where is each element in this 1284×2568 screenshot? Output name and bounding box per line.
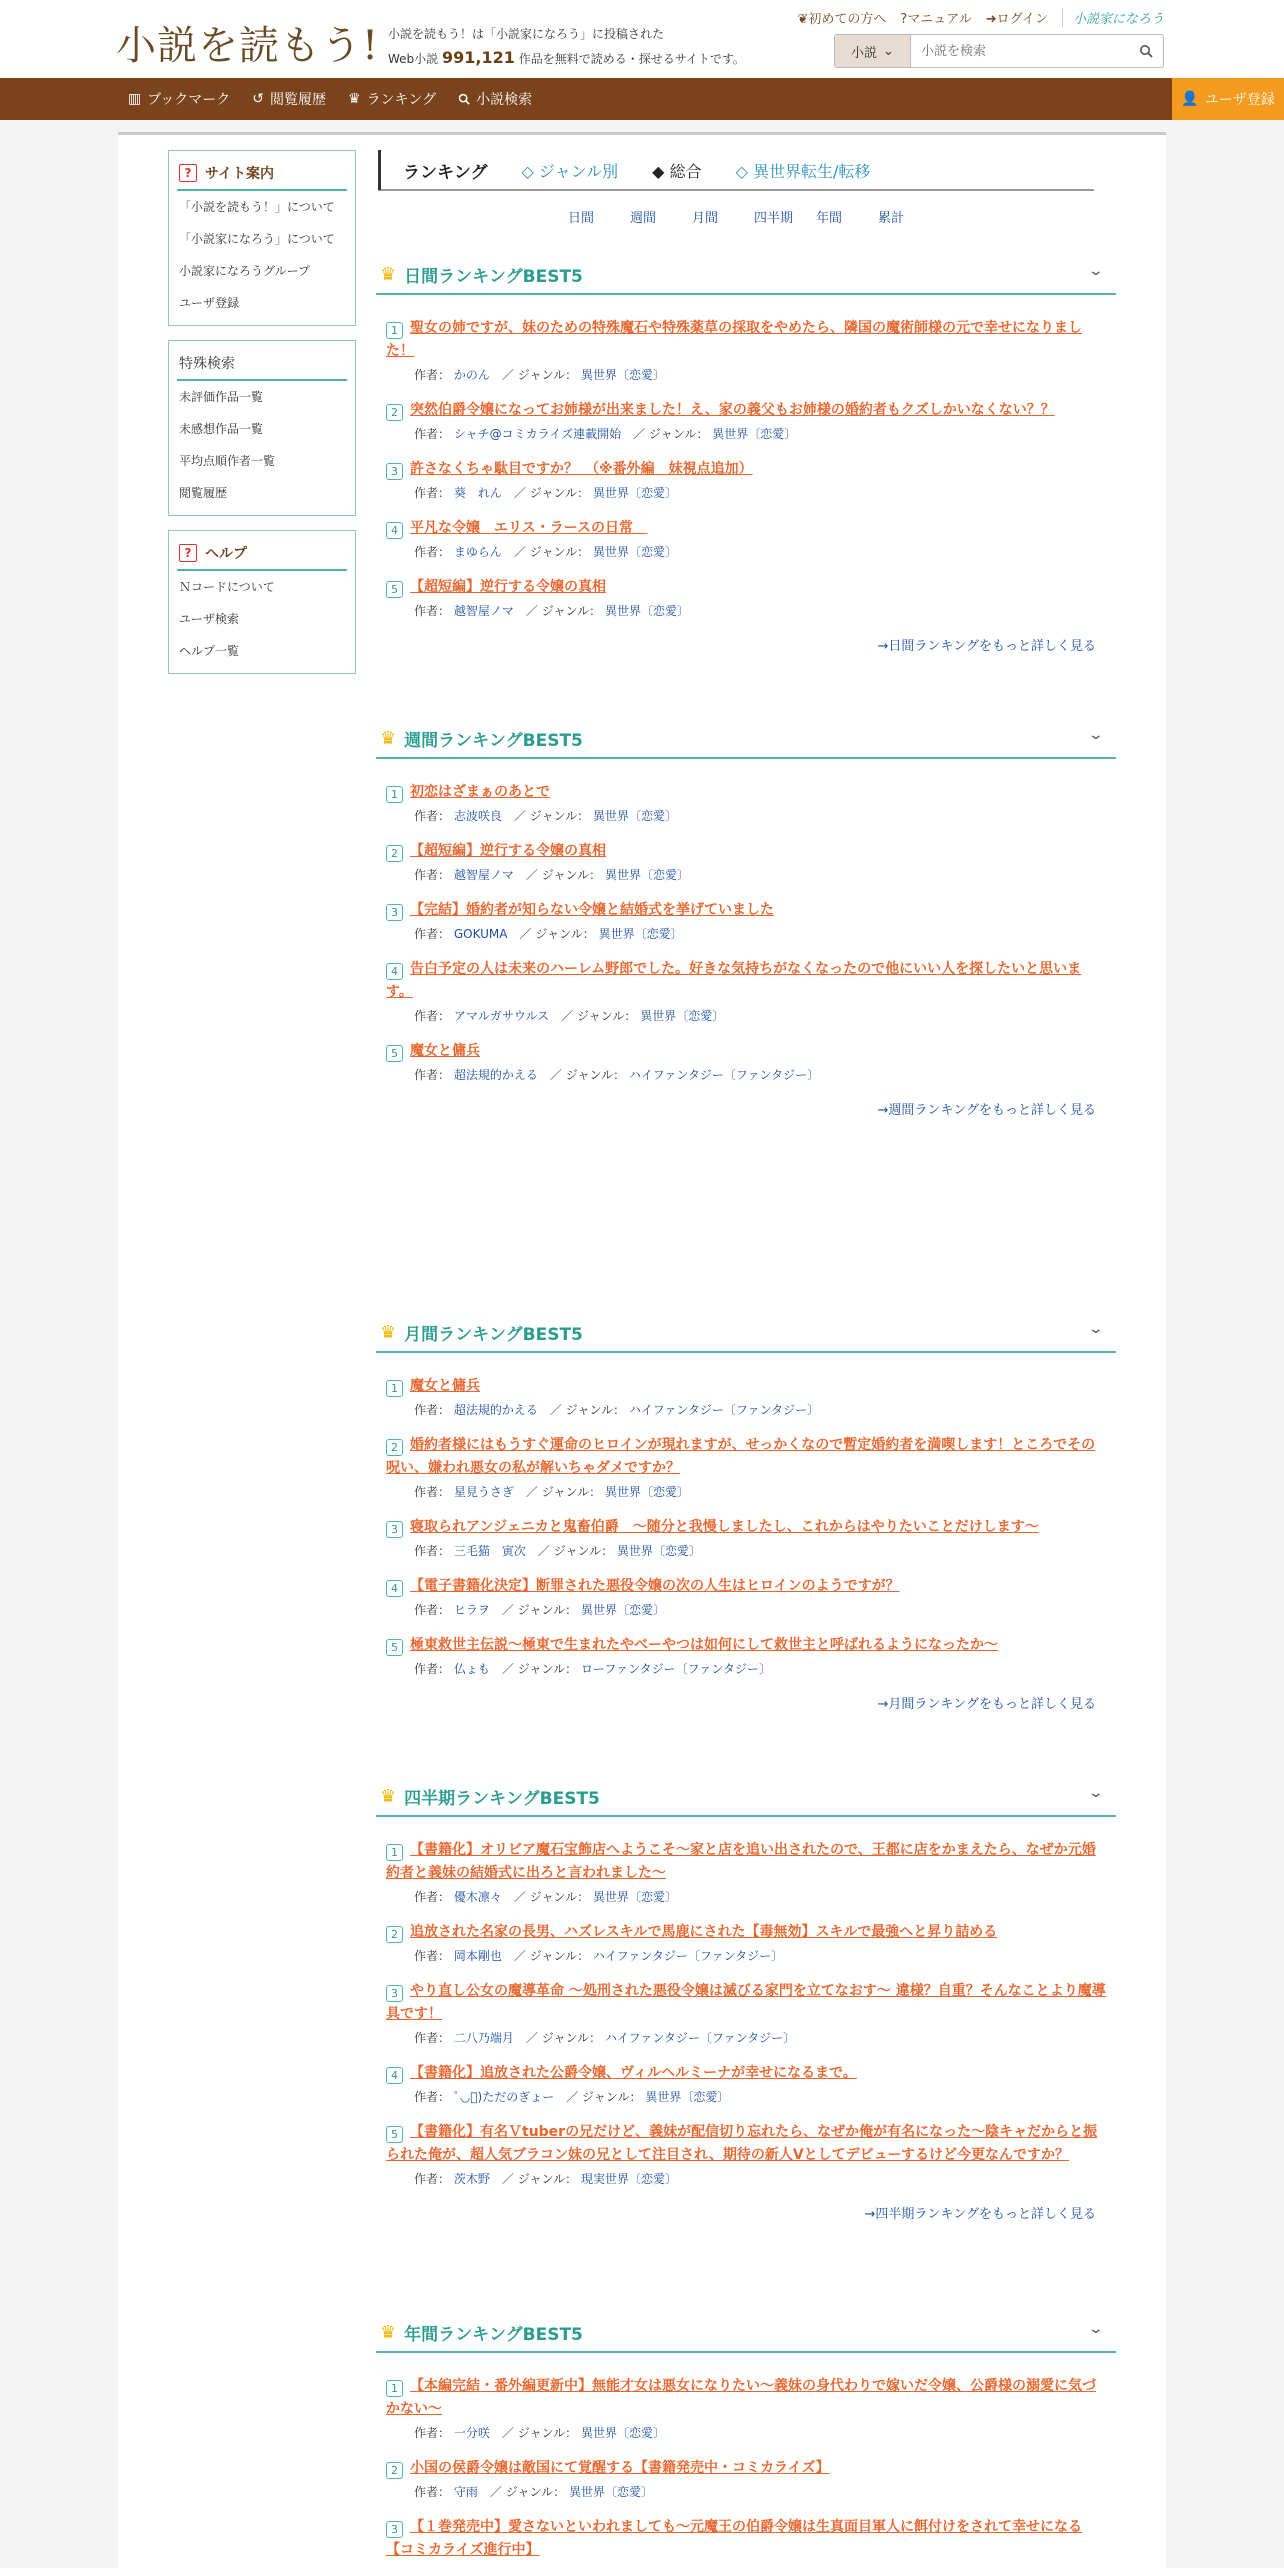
genre-link[interactable]: 異世界〔恋愛〕	[592, 545, 677, 559]
entry-meta: 作者： 志波咲良 ／ ジャンル： 異世界〔恋愛〕	[414, 809, 677, 823]
search-icon	[1139, 44, 1153, 58]
question-icon: ?	[179, 544, 197, 562]
period-quarterly[interactable]: 四半期	[754, 211, 794, 226]
entry-meta: 作者： ﾟ◡ﾟ)ただのぎょー ／ ジャンル： 異世界〔恋愛〕	[414, 2090, 730, 2104]
nav-history[interactable]: ↺ 閲覧履歴	[252, 91, 326, 108]
novel-title-link[interactable]: 【本編完結・番外編更新中】無能才女は悪女になりたい～義妹の身代わりで嫁いだ令嬢、公爵様の溺愛に気づかない～	[386, 2378, 1096, 2417]
ranking-entry	[386, 1921, 1106, 1964]
work-count: 991,121	[442, 48, 515, 67]
rank-badge: 4	[386, 522, 403, 539]
ranking-section	[376, 1313, 1116, 1712]
genre-link[interactable]: 異世界〔恋愛〕	[592, 486, 677, 500]
section-header[interactable]	[376, 255, 1116, 295]
user-icon: 👤	[1181, 91, 1199, 107]
period-links	[568, 207, 940, 226]
rank-badge: 2	[386, 845, 403, 862]
genre-link[interactable]: 異世界〔恋愛〕	[604, 1485, 689, 1499]
ranking-entry	[386, 1634, 1106, 1677]
sidebar-site-guide: ? サイト案内 「小説を読もう！」について 「小説家になろう」について 小説家になろうグループ ユーザ登録	[168, 150, 356, 326]
ranking-list	[376, 295, 1116, 619]
tagline-suffix: 作品を無料で読める・探せるサイトです。	[518, 52, 745, 66]
sidebar-item[interactable]: ユーザ登録	[179, 296, 240, 310]
sidebar-item[interactable]: 未評価作品一覧	[179, 390, 264, 404]
nav-search[interactable]: 小説検索	[458, 89, 532, 109]
author-link[interactable]: 二八乃端月	[453, 2031, 514, 2045]
crown-icon: ♛	[380, 2321, 397, 2343]
ranking-entry	[386, 1980, 1106, 2046]
ranking-entry	[386, 2375, 1106, 2441]
rank-badge: 4	[386, 963, 403, 980]
login-icon: ➜	[985, 12, 997, 27]
ranking-entry	[386, 576, 1106, 619]
tagline-line1: 小説を読もう！は「小説家になろう」に投稿された	[388, 27, 665, 41]
sidebar-item[interactable]: 平均点順作者一覧	[179, 454, 276, 468]
author-link[interactable]: 守雨	[453, 2485, 478, 2499]
entry-meta: 作者： 守雨 ／ ジャンル： 異世界〔恋愛〕	[414, 2485, 653, 2499]
rank-badge: 3	[386, 2521, 403, 2538]
genre-link[interactable]: 異世界〔恋愛〕	[712, 427, 797, 441]
entry-meta: 作者： 超法規的かえる ／ ジャンル： ハイファンタジー〔ファンタジー〕	[414, 1068, 820, 1082]
see-more-link[interactable]: →日間ランキングをもっと詳しく見る	[877, 639, 1096, 654]
genre-link[interactable]: 異世界〔恋愛〕	[604, 604, 689, 618]
rank-badge: 2	[386, 1926, 403, 1943]
author-link[interactable]: 超法規的かえる	[453, 1403, 538, 1417]
entry-meta: 作者： 仏ょも ／ ジャンル： ローファンタジー〔ファンタジー〕	[414, 1662, 771, 1676]
sidebar-item[interactable]: 小説家になろうグループ	[179, 264, 311, 278]
genre-link[interactable]: ハイファンタジー〔ファンタジー〕	[592, 1949, 784, 1963]
chevron-down-icon[interactable]: ⌄	[1087, 263, 1105, 279]
entry-meta: 作者： 葵 れん ／ ジャンル： 異世界〔恋愛〕	[414, 486, 677, 500]
ranking-section	[376, 1777, 1116, 2222]
sidebar-item[interactable]: 閲覧履歴	[179, 486, 228, 500]
genre-link[interactable]: 異世界〔恋愛〕	[592, 809, 677, 823]
section-title: 月間ランキングBEST5	[404, 1324, 583, 1345]
ranking-entry	[386, 2121, 1106, 2187]
ranking-list	[376, 759, 1116, 1083]
sidebar-special-search: 特殊検索 未評価作品一覧 未感想作品一覧 平均点順作者一覧 閲覧履歴	[168, 340, 356, 516]
crown-icon: ♛	[380, 727, 397, 749]
nav-bookmark[interactable]: ▥ ブックマーク	[128, 91, 231, 108]
genre-link[interactable]: ハイファンタジー〔ファンタジー〕	[628, 1403, 820, 1417]
rank-badge: 4	[386, 1580, 403, 1597]
user-register-button[interactable]: 👤 ユーザ登録	[1172, 78, 1284, 120]
genre-link[interactable]: ローファンタジー〔ファンタジー〕	[580, 1662, 771, 1676]
novel-title-link[interactable]: 魔女と傭兵	[410, 1043, 480, 1059]
genre-link[interactable]: 現実世界〔恋愛〕	[580, 2172, 677, 2186]
novel-title-link[interactable]: やり直し公女の魔導革命 〜処刑された悪役令嬢は滅びる家門を立てなおす〜 違様？自重？そんなことより魔導具です！	[386, 1983, 1106, 2022]
tab-overall[interactable]: ◆ 総合	[652, 161, 702, 181]
ranking-entry	[386, 781, 1106, 824]
novel-title-link[interactable]: 初恋はざまぁのあとで	[410, 784, 550, 800]
novel-title-link[interactable]: 【完結】婚約者が知らない令嬢と結婚式を挙げていました	[410, 902, 774, 918]
chevron-down-icon[interactable]: ⌄	[1087, 727, 1105, 743]
first-time-link[interactable]: ❦初めての方へ	[797, 12, 887, 27]
genre-link[interactable]: 異世界〔恋愛〕	[580, 2426, 665, 2440]
ranking-entry	[386, 399, 1106, 442]
site-guide-list	[177, 191, 347, 319]
ranking-entry	[386, 1434, 1106, 1500]
author-link[interactable]: 星見うさぎ	[453, 1485, 514, 1499]
period-daily[interactable]: 日間	[568, 211, 595, 226]
tagline-prefix: Web小説	[388, 52, 439, 66]
author-link[interactable]: 一分咲	[453, 2426, 490, 2440]
novel-title-link[interactable]: 【超短編】逆行する令嬢の真相	[410, 579, 606, 595]
novel-title-link[interactable]: 【書籍化】追放された公爵令嬢、ヴィルヘルミーナが幸せになるまで。	[410, 2065, 857, 2081]
crown-icon: ♛	[380, 263, 397, 285]
rank-badge: 1	[386, 786, 403, 803]
period-weekly[interactable]: 週間	[630, 211, 657, 226]
entry-meta: 作者： 岡本剛也 ／ ジャンル： ハイファンタジー〔ファンタジー〕	[414, 1949, 784, 1963]
login-link[interactable]: ➜ログイン	[985, 12, 1048, 27]
site-tagline	[388, 22, 745, 71]
crown-icon: ♛	[348, 91, 361, 107]
novel-title-link[interactable]: 告白予定の人は未来のハーレム野郎でした。好きな気持ちがなくなったので他にいい人を探したいと思います。	[386, 961, 1082, 1000]
rank-badge: 4	[386, 2067, 403, 2084]
tab-genre[interactable]: ◇ ジャンル別	[521, 161, 619, 181]
ranking-entry	[386, 317, 1106, 383]
entry-meta: 作者： 超法規的かえる ／ ジャンル： ハイファンタジー〔ファンタジー〕	[414, 1403, 820, 1417]
rank-badge: 3	[386, 463, 403, 480]
entry-meta: 作者： 越智屋ノマ ／ ジャンル： 異世界〔恋愛〕	[414, 868, 689, 882]
ranking-entry	[386, 1575, 1106, 1618]
rank-badge: 2	[386, 404, 403, 421]
crown-icon: ♛	[380, 1321, 397, 1343]
entry-meta: 作者： 二八乃端月 ／ ジャンル： ハイファンタジー〔ファンタジー〕	[414, 2031, 796, 2045]
ranking-list	[376, 1353, 1116, 1677]
novel-title-link[interactable]: 【電子書籍化決定】断罪された悪役令嬢の次の人生はヒロインのようですが？	[410, 1578, 900, 1594]
section-header[interactable]	[376, 2313, 1116, 2353]
entry-meta: 作者： かのん ／ ジャンル： 異世界〔恋愛〕	[414, 368, 665, 382]
sidebar-item[interactable]: 未感想作品一覧	[179, 422, 264, 436]
genre-link[interactable]: 異世界〔恋愛〕	[568, 2485, 653, 2499]
entry-meta: 作者： GOKUMA ／ ジャンル： 異世界〔恋愛〕	[414, 927, 683, 941]
period-yearly[interactable]: 年間	[816, 211, 843, 226]
chevron-down-icon[interactable]: ⌄	[1087, 1321, 1105, 1337]
search-input[interactable]	[911, 35, 1129, 67]
rank-badge: 2	[386, 1439, 403, 1456]
novel-title-link[interactable]: 追放された名家の長男、ハズレスキルで馬鹿にされた【毒無効】スキルで最強へと昇り詰める	[410, 1924, 998, 1940]
genre-link[interactable]: 異世界〔恋愛〕	[580, 368, 665, 382]
sidebar-item[interactable]: 「小説家になろう」について	[179, 232, 335, 246]
leaf-icon: ❦	[797, 12, 809, 27]
main-container	[118, 132, 1166, 2568]
author-link[interactable]: 仏ょも	[453, 1662, 490, 1676]
novel-title-link[interactable]: 【１巻発売中】愛さないといわれましても～元魔王の伯爵令嬢は生真面目軍人に餌付けをされて幸せになる【コミカライズ進行中】	[386, 2519, 1082, 2558]
sidebar-item[interactable]: 「小説を読もう！」について	[179, 200, 335, 214]
author-link[interactable]: アマルガサウルス	[453, 1009, 550, 1023]
ranking-entry	[386, 1040, 1106, 1083]
question-icon: ?	[179, 164, 197, 182]
author-link[interactable]: 茨木野	[453, 2172, 490, 2186]
ranking-entry	[386, 517, 1106, 560]
ranking-heading: ランキング	[403, 162, 488, 183]
search-bar	[834, 34, 1164, 68]
rank-badge: 1	[386, 2380, 403, 2397]
novel-title-link[interactable]: 聖女の姉ですが、妹のための特殊魔石や特殊薬草の採取をやめたら、隣国の魔術師様の元で幸せになりました！	[386, 320, 1082, 359]
novel-title-link[interactable]: 平凡な令嬢 エリス・ラースの日常	[410, 520, 648, 536]
genre-link[interactable]: 異世界〔恋愛〕	[640, 1009, 725, 1023]
site-logo[interactable]: 小説を読もう!	[116, 23, 380, 69]
sidebar-item[interactable]: Ｎコードについて	[179, 580, 275, 594]
rank-badge: 3	[386, 1521, 403, 1538]
see-more-link[interactable]: →週間ランキングをもっと詳しく見る	[877, 1103, 1096, 1118]
genre-link[interactable]: 異世界〔恋愛〕	[645, 2090, 730, 2104]
section-title: 週間ランキングBEST5	[404, 730, 583, 751]
rank-badge: 3	[386, 1985, 403, 2002]
ranking-list	[376, 1817, 1116, 2187]
section-title: 日間ランキングBEST5	[404, 266, 583, 287]
chevron-down-icon: ⌄	[883, 43, 894, 59]
entry-meta: 作者： まゆらん ／ ジャンル： 異世界〔恋愛〕	[414, 545, 677, 559]
entry-meta: 作者： 三毛猫 寅次 ／ ジャンル： 異世界〔恋愛〕	[414, 1544, 701, 1558]
author-link[interactable]: GOKUMA	[453, 927, 508, 941]
tab-isekai[interactable]: ◇ 異世界転生/転移	[735, 161, 871, 181]
genre-link[interactable]: 異世界〔恋愛〕	[580, 1603, 665, 1617]
author-link[interactable]: ヒラヲ	[453, 1603, 490, 1617]
novel-title-link[interactable]: 極東救世主伝説～極東で生まれたやべーやつは如何にして救世主と呼ばれるようになったか～	[410, 1637, 998, 1653]
genre-link[interactable]: ハイファンタジー〔ファンタジー〕	[628, 1068, 820, 1082]
author-link[interactable]: ﾟ◡ﾟ)ただのぎょー	[453, 2090, 555, 2104]
ranking-section	[376, 255, 1116, 654]
rank-badge: 3	[386, 904, 403, 921]
author-link[interactable]: かのん	[453, 368, 490, 382]
author-link[interactable]: 志波咲良	[453, 809, 502, 823]
genre-link[interactable]: 異世界〔恋愛〕	[592, 1890, 677, 1904]
novel-title-link[interactable]: 【超短編】逆行する令嬢の真相	[410, 843, 606, 859]
see-more-link[interactable]: →月間ランキングをもっと詳しく見る	[877, 1697, 1096, 1712]
novel-title-link[interactable]: 婚約者様にはもうすぐ運命のヒロインが現れますが、せっかくなので暫定婚約者を満喫します！ところでその呪い、嫌われ悪女の私が解いちゃダメですか？	[386, 1437, 1096, 1476]
nav-ranking[interactable]: ♛ ランキング	[348, 91, 437, 108]
ranking-entry	[386, 840, 1106, 883]
ranking-entry	[386, 458, 1106, 501]
novel-title-link[interactable]: 【書籍化】有名Ｖtuberの兄だけど、義妹が配信切り忘れたら、なぜか俺が有名になった～陰キャだからと振られた俺が、超人気ブラコン妹の兄として注目され、期待の新人Vとしてデビューするけど今更なんですか？	[386, 2124, 1098, 2163]
section-header[interactable]	[376, 1777, 1116, 1817]
genre-link[interactable]: ハイファンタジー〔ファンタジー〕	[604, 2031, 796, 2045]
help-list	[177, 571, 347, 667]
section-title: 四半期ランキングBEST5	[404, 1788, 600, 1809]
question-icon: ?	[900, 12, 908, 27]
section-header[interactable]	[376, 719, 1116, 759]
entry-meta: 作者： 茨木野 ／ ジャンル： 現実世界〔恋愛〕	[414, 2172, 677, 2186]
novel-title-link[interactable]: 突然伯爵令嬢になってお姉様が出来ました！え、家の義父もお姉様の婚約者もクズしかいなくない？？	[410, 402, 1055, 418]
entry-meta: 作者： アマルガサウルス ／ ジャンル： 異世界〔恋愛〕	[414, 1009, 725, 1023]
sidebar-item[interactable]: ユーザ検索	[179, 612, 240, 626]
see-more-link[interactable]: →四半期ランキングをもっと詳しく見る	[864, 2207, 1096, 2222]
top-links	[797, 8, 1164, 27]
rank-badge: 5	[386, 581, 403, 598]
special-search-list	[177, 381, 347, 509]
author-link[interactable]: 三毛猫 寅次	[453, 1544, 526, 1558]
author-link[interactable]: 岡本剛也	[453, 1949, 502, 1963]
rank-badge: 1	[386, 1380, 403, 1397]
period-total[interactable]: 累計	[878, 211, 905, 226]
genre-link[interactable]: 異世界〔恋愛〕	[604, 868, 689, 882]
search-icon	[458, 93, 470, 105]
rank-badge: 2	[386, 2462, 403, 2479]
author-link[interactable]: まゆらん	[453, 545, 502, 559]
ranking-section	[376, 2313, 1116, 2568]
search-button[interactable]	[1129, 35, 1163, 67]
sidebar-item[interactable]: ヘルプ一覧	[179, 644, 240, 658]
manual-link[interactable]: ?マニュアル	[900, 12, 972, 27]
author-link[interactable]: 葵 れん	[453, 486, 502, 500]
entry-meta: 作者： ヒラヲ ／ ジャンル： 異世界〔恋愛〕	[414, 1603, 665, 1617]
novel-title-link[interactable]: 許さなくちゃ駄目ですか？ （※番外編 妹視点追加）	[410, 461, 753, 477]
genre-link[interactable]: 異世界〔恋愛〕	[598, 927, 683, 941]
sidebar-help: ? ヘルプ Ｎコードについて ユーザ検索 ヘルプ一覧	[168, 530, 356, 674]
entry-meta: 作者： 越智屋ノマ ／ ジャンル： 異世界〔恋愛〕	[414, 604, 689, 618]
novel-title-link[interactable]: 小国の侯爵令嬢は敵国にて覚醒する【書籍発売中・コミカライズ】	[410, 2460, 830, 2476]
ranking-tabs	[378, 151, 1094, 191]
ranking-entry	[386, 1375, 1106, 1418]
ranking-entry	[386, 1516, 1106, 1559]
novel-title-link[interactable]: 【書籍化】オリビア魔石宝飾店へようこそ～家と店を追い出されたので、王都に店をかまえたら、なぜか元婚約者と義妹の結婚式に出ろと言われました～	[386, 1842, 1096, 1881]
rank-badge: 5	[386, 2126, 403, 2143]
chevron-down-icon[interactable]: ⌄	[1087, 2321, 1105, 2337]
section-header[interactable]	[376, 1313, 1116, 1353]
novel-title-link[interactable]: 魔女と傭兵	[410, 1378, 480, 1394]
period-monthly[interactable]: 月間	[692, 211, 719, 226]
main-nav	[0, 78, 1284, 120]
section-title: 年間ランキングBEST5	[404, 2324, 583, 2345]
author-link[interactable]: 越智屋ノマ	[453, 868, 514, 882]
rank-badge: 5	[386, 1639, 403, 1656]
entry-meta: 作者： シャチ@コミカライズ連載開始 ／ ジャンル： 異世界〔恋愛〕	[414, 427, 797, 441]
ranking-entry	[386, 2062, 1106, 2105]
author-link[interactable]: シャチ@コミカライズ連載開始	[453, 427, 622, 441]
ranking-entry	[386, 899, 1106, 942]
rank-badge: 1	[386, 1844, 403, 1861]
narou-link[interactable]: 小説家になろう	[1062, 8, 1164, 27]
history-icon: ↺	[252, 91, 264, 107]
bookmark-icon: ▥	[128, 91, 142, 107]
ranking-list	[376, 2353, 1116, 2562]
genre-link[interactable]: 異世界〔恋愛〕	[616, 1544, 701, 1558]
ranking-entry	[386, 2516, 1106, 2562]
author-link[interactable]: 越智屋ノマ	[453, 604, 514, 618]
site-header	[0, 0, 1284, 78]
entry-meta: 作者： 優木凛々 ／ ジャンル： 異世界〔恋愛〕	[414, 1890, 677, 1904]
search-type-select[interactable]: 小説 ⌄	[835, 35, 911, 67]
ranking-section	[376, 719, 1116, 1118]
entry-meta: 作者： 星見うさぎ ／ ジャンル： 異世界〔恋愛〕	[414, 1485, 689, 1499]
entry-meta: 作者： 一分咲 ／ ジャンル： 異世界〔恋愛〕	[414, 2426, 665, 2440]
crown-icon: ♛	[380, 1785, 397, 1807]
rank-badge: 5	[386, 1045, 403, 1062]
ranking-entry	[386, 958, 1106, 1024]
novel-title-link[interactable]: 寝取られアンジェニカと鬼畜伯爵 ～随分と我慢しましたし、これからはやりたいことだけします～	[410, 1519, 1039, 1535]
rank-badge: 1	[386, 322, 403, 339]
chevron-down-icon[interactable]: ⌄	[1087, 1785, 1105, 1801]
ranking-entry	[386, 2457, 1106, 2500]
author-link[interactable]: 優木凛々	[453, 1890, 502, 1904]
ranking-entry	[386, 1839, 1106, 1905]
author-link[interactable]: 超法規的かえる	[453, 1068, 538, 1082]
